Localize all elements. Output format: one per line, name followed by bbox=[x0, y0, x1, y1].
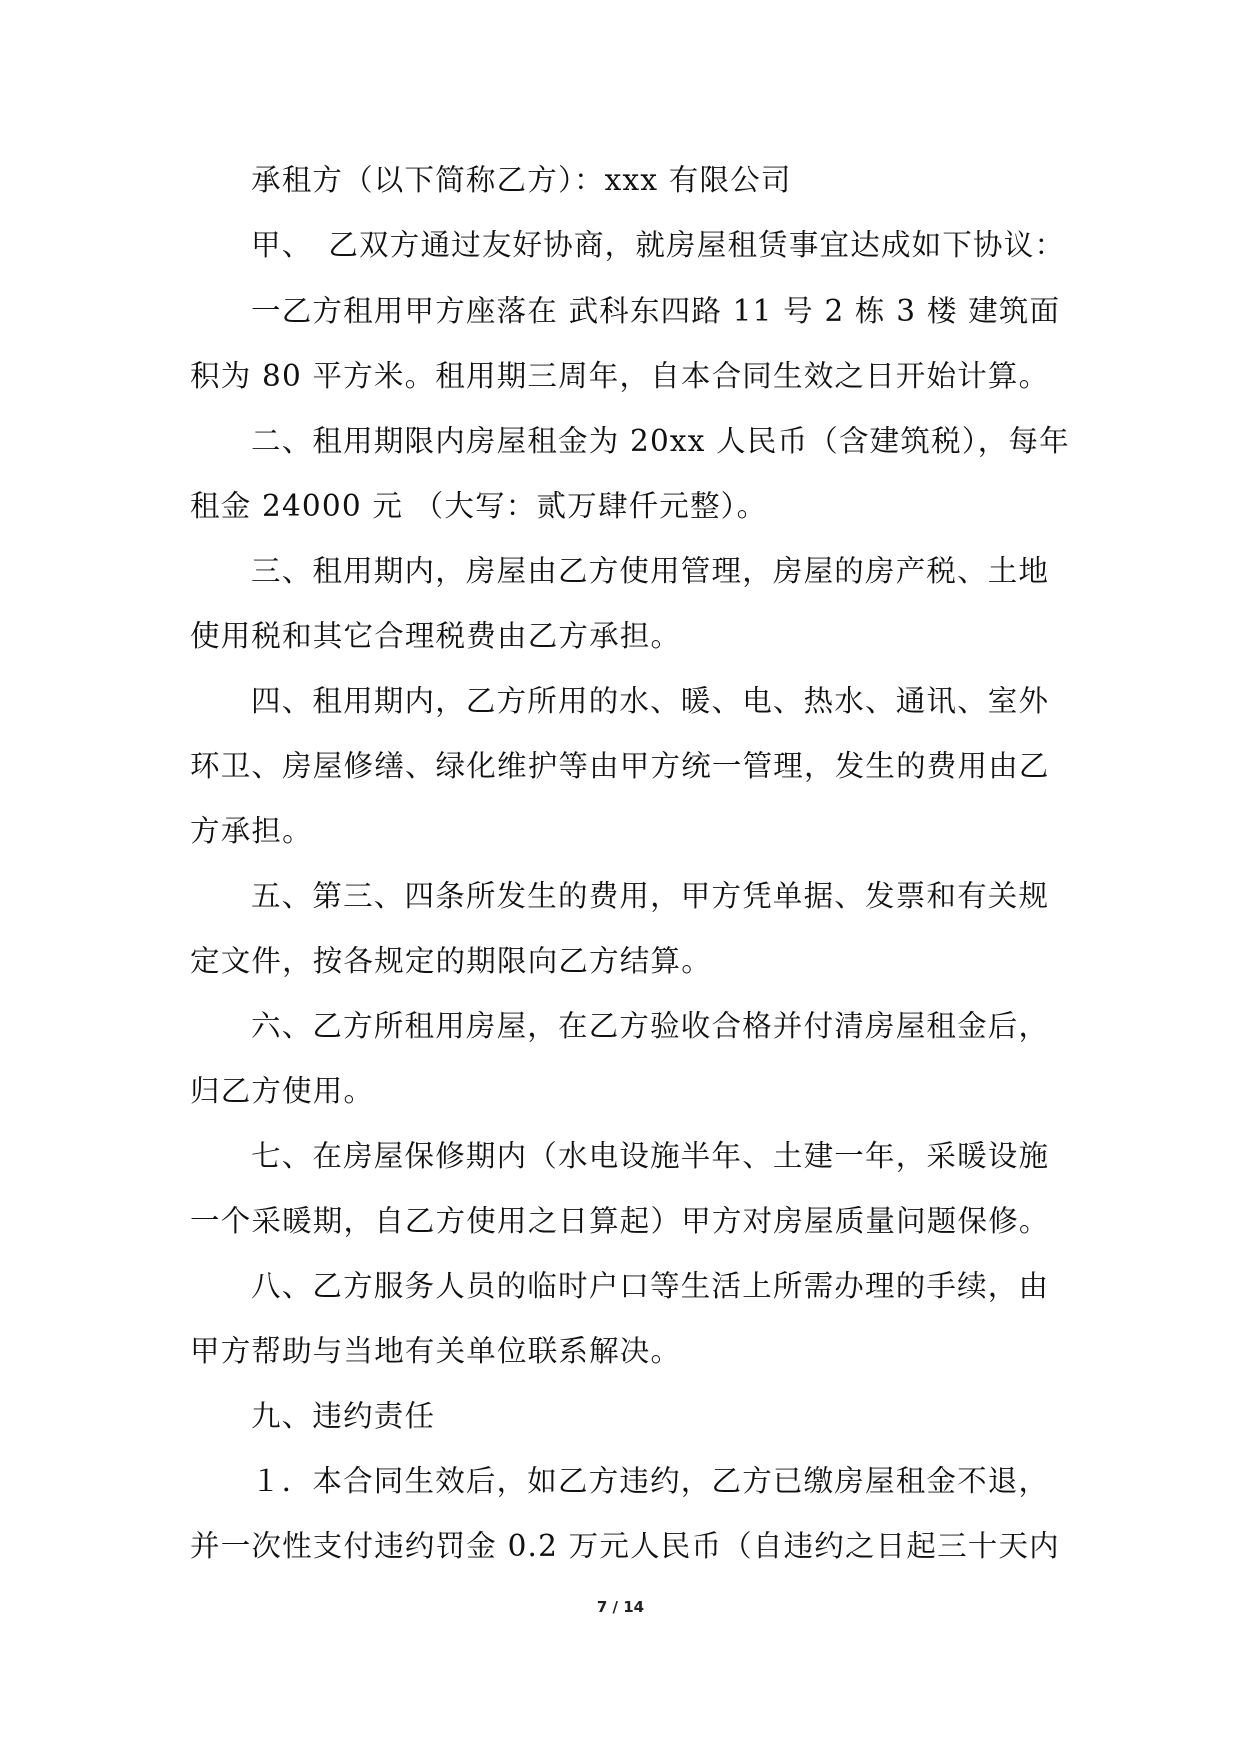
paragraph-line: 租金 24000 元 （大写：贰万肆仟元整）。 bbox=[190, 489, 768, 523]
section-heading: 九、违约责任 bbox=[251, 1399, 436, 1433]
paragraph-line: 环卫、房屋修缮、绿化维护等由甲方统一管理，发生的费用由乙 bbox=[190, 749, 1050, 783]
paragraph-line: 甲方帮助与当地有关单位联系解决。 bbox=[190, 1334, 682, 1368]
paragraph-line: 并一次性支付违约罚金 0.2 万元人民币（自违约之日起三十天内 bbox=[190, 1529, 1060, 1563]
paragraph-line: 归乙方使用。 bbox=[190, 1074, 375, 1108]
paragraph-line: 五、第三、四条所发生的费用，甲方凭单据、发票和有关规 bbox=[251, 879, 1050, 913]
paragraph-line: 一个采暖期，自乙方使用之日算起）甲方对房屋质量问题保修。 bbox=[190, 1204, 1050, 1238]
paragraph-line: 六、乙方所租用房屋，在乙方验收合格并付清房屋租金后， bbox=[251, 1009, 1050, 1043]
page-number: 7 / 14 bbox=[596, 1598, 645, 1616]
paragraph-line: 定文件，按各规定的期限向乙方结算。 bbox=[190, 944, 712, 978]
paragraph-line: 使用税和其它合理税费由乙方承担。 bbox=[190, 619, 682, 653]
paragraph-line: １．本合同生效后，如乙方违约，乙方已缴房屋租金不退， bbox=[251, 1464, 1050, 1498]
paragraph-line: 七、在房屋保修期内（水电设施半年、土建一年，采暖设施 bbox=[251, 1139, 1050, 1173]
paragraph-line: 二、租用期限内房屋租金为 20xx 人民币（含建筑税），每年 bbox=[251, 424, 1070, 458]
paragraph-line: 一乙方租用甲方座落在 武科东四路 11 号 2 栋 3 楼 建筑面 bbox=[251, 294, 1061, 328]
paragraph-line: 甲、 乙双方通过友好协商，就房屋租赁事宜达成如下协议： bbox=[251, 228, 1066, 262]
paragraph-line: 承租方（以下简称乙方）：xxx 有限公司 bbox=[251, 163, 792, 197]
paragraph-line: 四、租用期内，乙方所用的水、暖、电、热水、通讯、室外 bbox=[251, 684, 1050, 718]
paragraph-line: 积为 80 平方米。租用期三周年，自本合同生效之日开始计算。 bbox=[190, 359, 1050, 393]
paragraph-line: 方承担。 bbox=[190, 814, 313, 848]
paragraph-line: 八、乙方服务人员的临时户口等生活上所需办理的手续，由 bbox=[251, 1269, 1050, 1303]
paragraph-line: 三、租用期内，房屋由乙方使用管理，房屋的房产税、土地 bbox=[251, 554, 1050, 588]
